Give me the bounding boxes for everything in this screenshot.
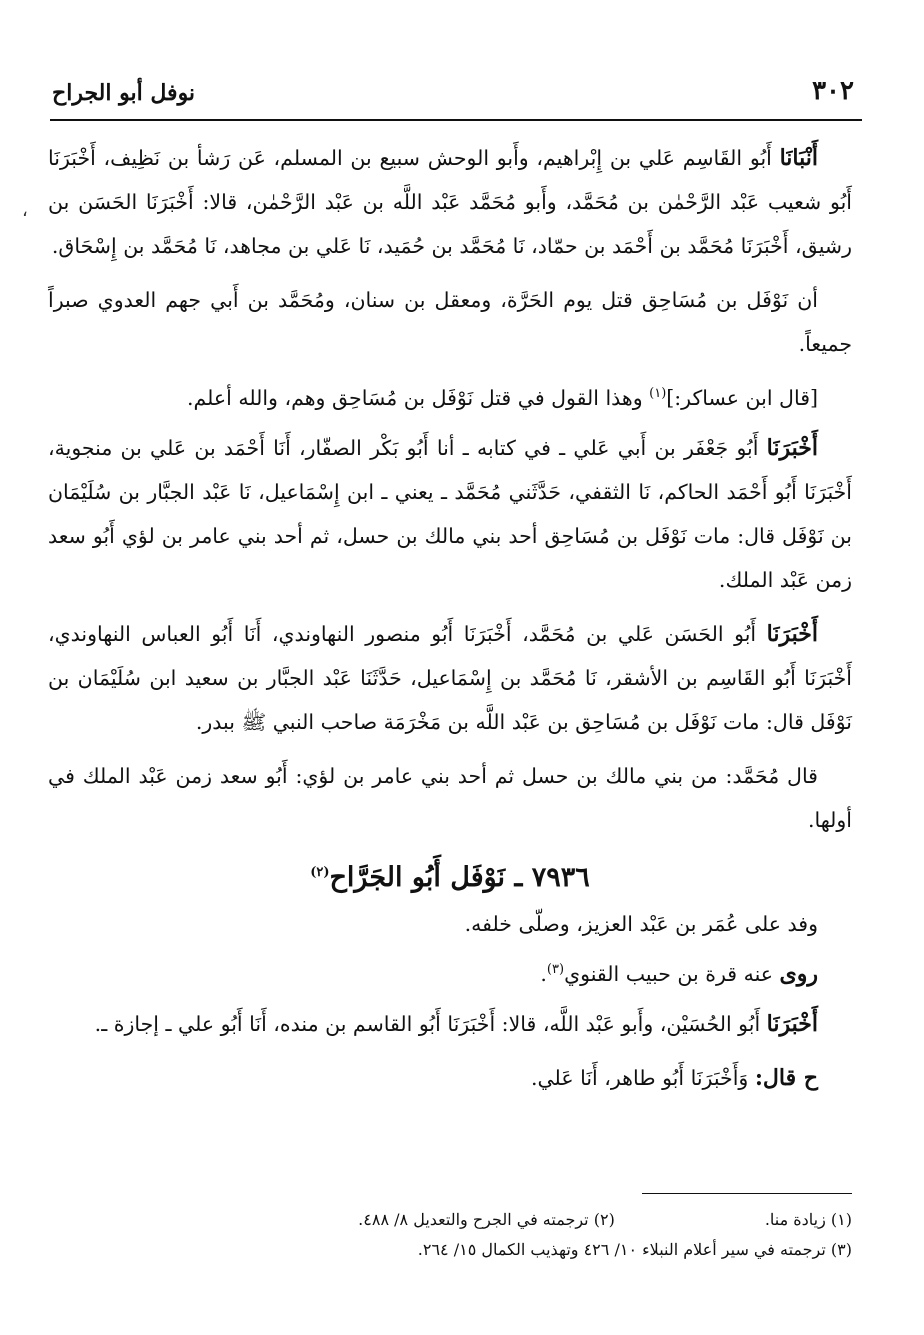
entry-line-1 <box>48 902 852 946</box>
page-header <box>52 70 854 118</box>
footnote-ref-2: (٢) <box>310 865 330 880</box>
paragraph-4-text: أَبُو جَعْفَر بن أَبي عَلي ـ في كتابه ـ أنا أَبُو بَكْر الصفّار، أَنَا أَحْمَد بن عَلي بن منجوية، أَخْبَرَنَا أَبُو أَحْمَد الحاكم، نَا الثقفي، حَدَّثَني مُحَمَّد ـ يعني ـ ابن إِسْمَاعيل، نَا عَبْد الجبَّار بن سُلَيْمَان بن نَوْفَل قال: مات نَوْفَل بن مُسَاحِق أحد بني مالك بن حسل، ثم أحد بني عامر بن لؤي أَبُو سعد زمن عَبْد الملك. <box>48 436 852 592</box>
paragraph-3-prefix: [قال ابن عساكر:] <box>666 386 818 410</box>
paragraph-2-text: أن نَوْفَل بن مُسَاحِق قتل يوم الحَرَّة، ومعقل بن سنان، ومُحَمَّد بن أَبي جهم العدوي صبراً جميعاً. <box>48 288 852 356</box>
entry-line-1-text: وفد على عُمَر بن عَبْد العزيز، وصلّى خلفه. <box>464 912 818 936</box>
entry-line-2 <box>48 952 852 996</box>
entry-heading <box>48 856 852 900</box>
paragraph-1-lead: أَنْبَانَا <box>779 145 818 171</box>
entry-line-2-text: عنه قرة بن حبيب القنوي <box>564 962 780 986</box>
page-number: ٣٠٢ <box>812 76 854 106</box>
entry-heading-text: ٧٩٣٦ ـ نَوْفَل أَبُو الجَرَّاح <box>329 862 590 893</box>
paragraph-6 <box>48 754 852 842</box>
paragraph-5-lead: أَخْبَرَنَا <box>766 621 818 647</box>
paragraph-5 <box>48 612 852 744</box>
paragraph-5-text: أَبُو الحَسَن عَلي بن مُحَمَّد، أَخْبَرَنَا أَبُو منصور النهاوندي، أَنَا أَبُو العباس النهاوندي، أَخْبَرَنَا أَبُو القَاسِم بن الأشقر، نَا مُحَمَّد بن إِسْمَاعيل، حَدَّثَنَا عَبْد الجبَّار بن سعيد ابن سُلَيْمَان بن نَوْفَل قال: مات نَوْفَل بن مُسَاحِق بن عَبْد اللَّه بن مَخْرَمَة صاحب النبي ﷺ ببدر. <box>48 622 852 734</box>
footnote-row-2 <box>130 1235 852 1265</box>
footnote-1: (١) زيادة منا. <box>764 1210 852 1229</box>
footnote-3: (٣) ترجمته في سير أعلام النبلاء ١٠/ ٤٢٦ وتهذيب الكمال ١٥/ ٢٦٤. <box>417 1240 852 1259</box>
paragraph-3-text: وهذا القول في قتل نَوْفَل بن مُسَاحِق وهم، والله أعلم. <box>186 386 650 410</box>
margin-mark: ، <box>22 200 28 221</box>
entry-paragraph-lead: أَخْبَرَنَا <box>766 1011 818 1037</box>
entry-paragraph <box>48 1002 852 1046</box>
running-title: نوفل أبو الجراح <box>52 80 196 106</box>
footnotes-divider <box>642 1193 852 1194</box>
footnotes <box>130 1205 852 1265</box>
paragraph-6-text: قال مُحَمَّد: من بني مالك بن حسل ثم أحد بني عامر بن لؤي: أَبُو سعد زمن عَبْد الملك في أولها. <box>48 764 852 832</box>
paragraph-2 <box>48 278 852 366</box>
entry-last-line <box>48 1056 852 1100</box>
entry-last-lead: ح قال: <box>754 1065 818 1091</box>
main-text <box>48 136 852 1110</box>
header-divider <box>50 119 862 121</box>
paragraph-1-text: أَبُو القَاسِم عَلي بن إِبْراهيم، وأَبو الوحش سبيع بن المسلم، عَن رَشأ بن نَظِيف، أَخْبَرَنَا أَبُو شعيب عَبْد الرَّحْمٰن بن مُحَمَّد، وأَبو مُحَمَّد عَبْد اللَّه بن عَبْد الرَّحْمٰن، قالا: أَخْبَرَنَا الحَسَن بن رشيق، أَخْبَرَنَا مُحَمَّد بن أَحْمَد بن حمّاد، نَا مُحَمَّد بن حُمَيد، نَا عَلي بن مجاهد، نَا مُحَمَّد بن إِسْحَاق. <box>48 146 852 258</box>
footnote-2: (٢) ترجمته في الجرح والتعديل ٨/ ٤٨٨. <box>358 1210 615 1229</box>
entry-last-text: وَأَخْبَرَنَا أَبُو طاهر، أَنَا عَلي. <box>530 1066 755 1090</box>
paragraph-4-lead: أَخْبَرَنَا <box>766 435 818 461</box>
paragraph-4 <box>48 426 852 602</box>
paragraph-1 <box>48 136 852 268</box>
entry-paragraph-text: أَبُو الحُسَيْن، وأَبو عَبْد اللَّه، قالا: أَخْبَرَنَا أَبُو القاسم بن منده، أَنَا أَبُو علي ـ إجازة ـ. <box>94 1012 767 1036</box>
entry-line-2-lead: روى <box>779 961 818 987</box>
footnote-ref-3: (٣) <box>546 962 565 978</box>
paragraph-3 <box>48 376 852 420</box>
footnote-ref-1: (١) <box>649 386 667 402</box>
footnote-row-1 <box>130 1205 852 1235</box>
entry-line-2-end: . <box>540 962 547 986</box>
